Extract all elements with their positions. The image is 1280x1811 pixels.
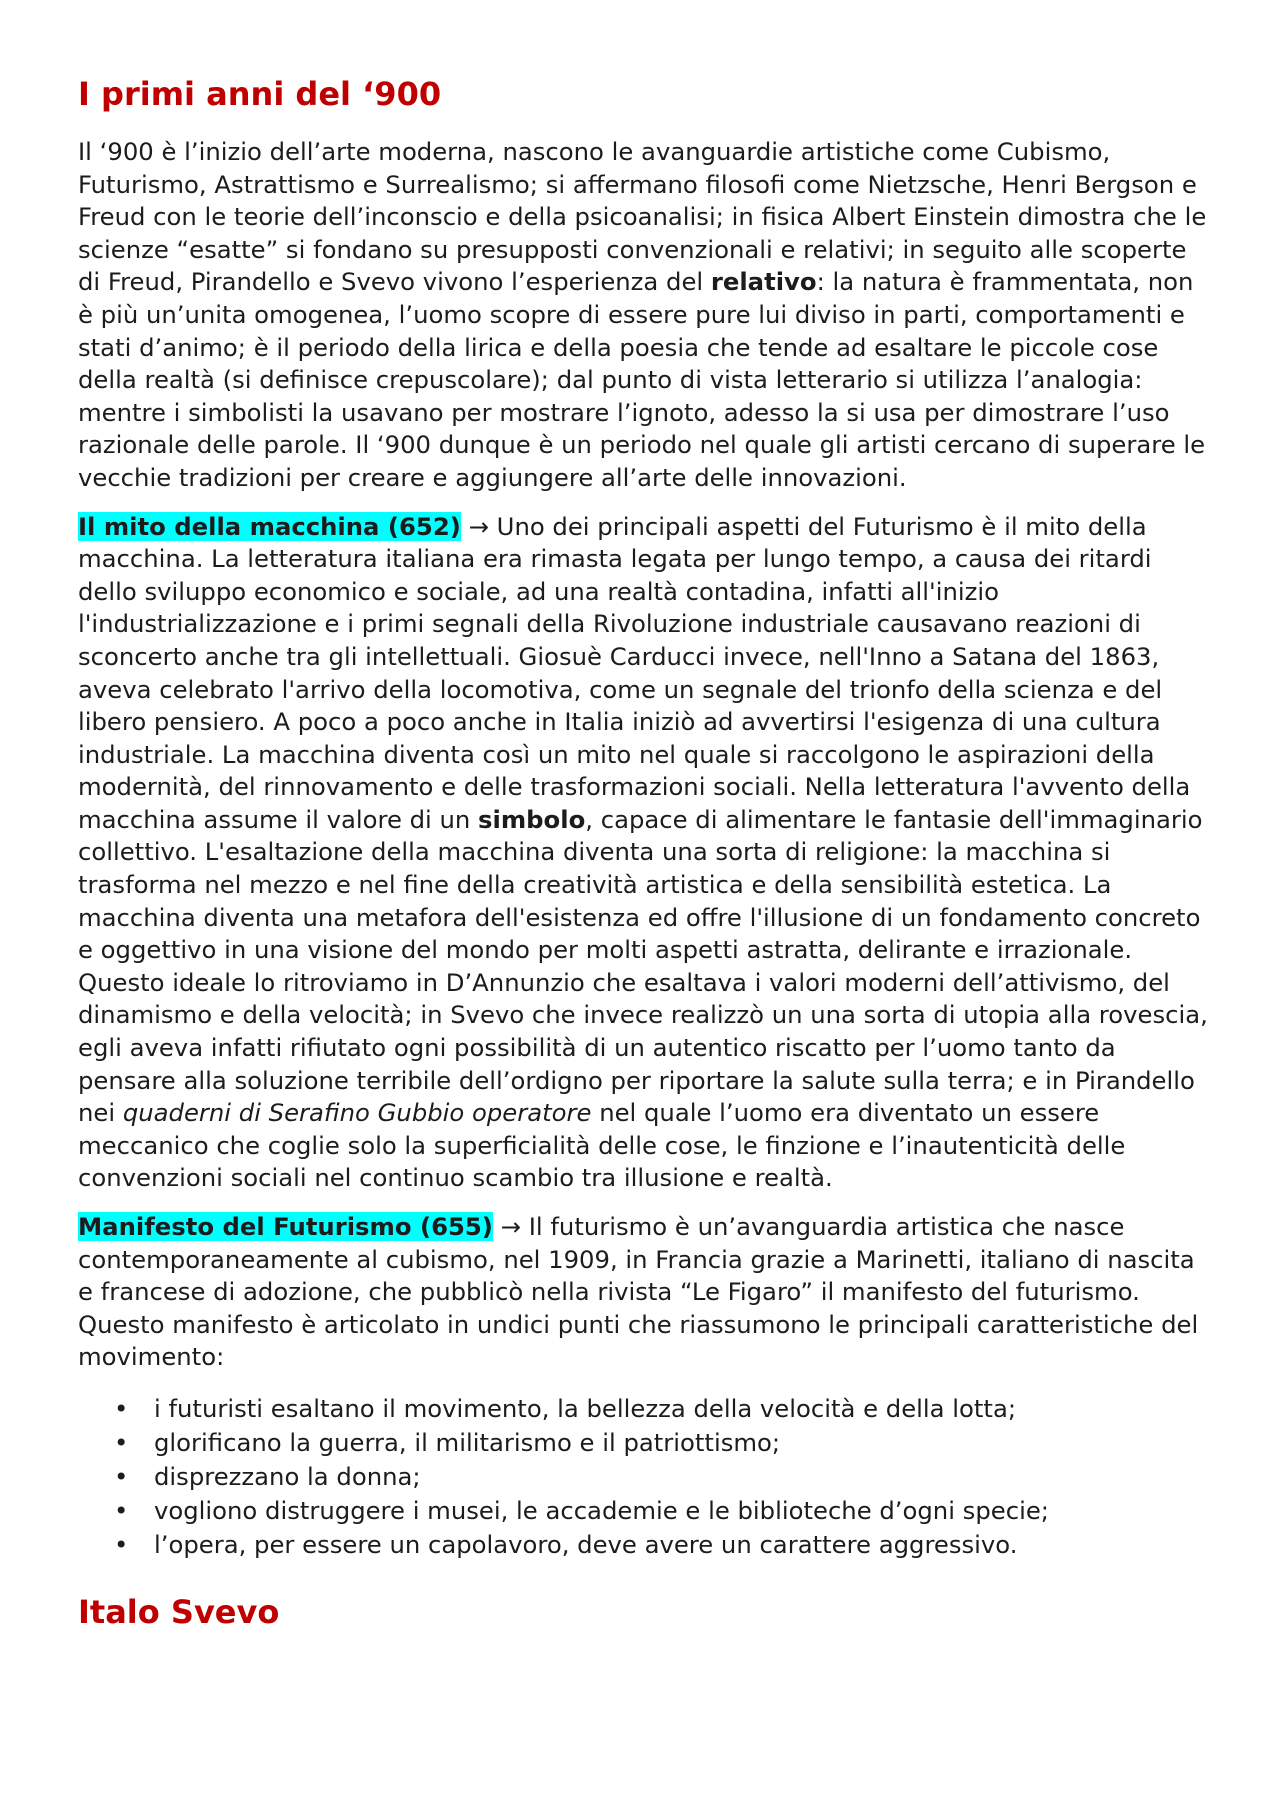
list-item	[78, 1392, 1212, 1426]
list-item	[78, 1494, 1212, 1528]
machine-italic-title: quaderni di Serafino Gubbio operatore	[122, 1098, 592, 1128]
arrow-icon: →	[468, 511, 489, 541]
machine-bold-term: simbolo	[478, 804, 586, 834]
intro-text-part1: Il ‘900 è l’inizio dell’arte moderna, nascono le avanguardie artistiche come Cubismo, Futurismo, Astrattismo e Surrealismo; si affermano filosofi come Nietzsche, Henri Bergson e Freud con le teorie dell’inconscio e della psicoanalisi; in fisica Albert Einstein dimostra che le scienze “esatte” si fondano su presupposti convenzionali e relativi; in seguito alle scoperte di Freud, Pirandello e Svevo vivono l’esperienza del	[78, 137, 1207, 297]
machine-text-part1: Uno dei principali aspetti del Futurismo è il mito della macchina. La letteratura italiana era rimasta legata per lungo tempo, a causa dei ritardi dello sviluppo economico e sociale, ad una realtà contadina, infatti all'inizio l'industrializzazione e i primi segnali della Rivoluzione industriale causavano reazioni di sconcerto anche tra gli intellettuali. Giosuè Carducci invece, nell'Inno a Satana del 1863, aveva celebrato l'arrivo della locomotiva, come un segnale del trionfo della scienza e del libero pensiero. A poco a poco anche in Italia iniziò ad avvertirsi l'esigenza di una cultura industriale. La macchina diventa così un mito nel quale si raccolgono le aspirazioni della modernità, del rinnovamento e delle trasformazioni sociali. Nella letteratura l'avvento della macchina assume il valore di un	[78, 511, 1191, 834]
bullet-icon: •	[114, 1427, 129, 1457]
list-item-text: glorificano la guerra, il militarismo e il patriottismo;	[154, 1427, 781, 1457]
arrow-icon: →	[500, 1212, 521, 1241]
manifesto-paragraph	[78, 1211, 1212, 1374]
list-item-text: disprezzano la donna;	[154, 1461, 421, 1491]
machine-highlight-title: Il mito della macchina (652)	[78, 511, 461, 541]
list-item	[78, 1528, 1212, 1562]
bullet-icon: •	[114, 1461, 129, 1491]
list-item	[78, 1426, 1212, 1460]
section-heading-italo-svevo: Italo Svevo	[78, 1592, 280, 1631]
intro-text-part2: : la natura è frammentata, non è più un’unita omogenea, l’uomo scopre di essere pure lui diviso in parti, comportamenti e stati d’animo; è il periodo della lirica e della poesia che tende ad esaltare le piccole cose della realtà (si definisce crepuscolare); dal punto di vista letterario si utilizza l’analogia: mentre i simbolisti la usavano per mostrare l’ignoto, adesso la si usa per dimostrare l’uso razionale delle parole. Il ‘900 dunque è un periodo nel quale gli artisti cercano di superare le vecchie tradizioni per creare e aggiungere all’arte delle innovazioni.	[78, 267, 1206, 492]
manifesto-highlight-title: Manifesto del Futurismo (655)	[78, 1212, 493, 1241]
machine-paragraph	[78, 511, 1212, 1195]
intro-bold-term: relativo	[710, 267, 817, 297]
bullet-icon: •	[114, 1393, 129, 1423]
manifesto-bullet-list	[78, 1392, 1212, 1562]
list-item-text: vogliono distruggere i musei, le accademie e le biblioteche d’ogni specie;	[154, 1495, 1049, 1525]
bullet-icon: •	[114, 1529, 129, 1559]
manifesto-text: Il futurismo è un’avanguardia artistica che nasce contemporaneamente al cubismo, nel 1909, in Francia grazie a Marinetti, italiano di nascita e francese di adozione, che pubblicò nella rivista “Le Figaro” il manifesto del futurismo. Questo manifesto è articolato in undici punti che riassumono le principali caratteristiche del movimento:	[78, 1212, 1199, 1372]
machine-text-part3: nel quale l’uomo era diventato un essere meccanico che coglie solo la superficialità delle cose, le finzione e l’inautenticità delle convenzioni sociali nel continuo scambio tra illusione e realtà.	[78, 1098, 1126, 1193]
list-item	[78, 1460, 1212, 1494]
intro-paragraph	[78, 136, 1212, 495]
list-item-text: i futuristi esaltano il movimento, la bellezza della velocità e della lotta;	[154, 1393, 1017, 1423]
machine-text-part2: , capace di alimentare le fantasie dell'immaginario collettivo. L'esaltazione della macchina diventa una sorta di religione: la macchina si trasforma nel mezzo e nel fine della creatività artistica e della sensibilità estetica. La macchina diventa una metafora dell'esistenza ed offre l'illusione di un fondamento concreto e oggettivo in una visione del mondo per molti aspetti astratta, delirante e irrazionale. Questo ideale lo ritroviamo in D’Annunzio che esaltava i valori moderni dell’attivismo, del dinamismo e della velocità; in Svevo che invece realizzò un una sorta di utopia alla rovescia, egli aveva infatti rifiutato ogni possibilità di un autentico riscatto per l’uomo tanto da pensare alla soluzione terribile dell’ordigno per riportare la salute sulla terra; e in Pirandello nei	[78, 804, 1208, 1128]
list-item-text: l’opera, per essere un capolavoro, deve avere un carattere aggressivo.	[154, 1529, 1018, 1559]
section-heading-primi-anni: I primi anni del ‘900	[78, 75, 442, 113]
document-page	[78, 72, 1212, 1634]
bullet-icon: •	[114, 1495, 129, 1525]
